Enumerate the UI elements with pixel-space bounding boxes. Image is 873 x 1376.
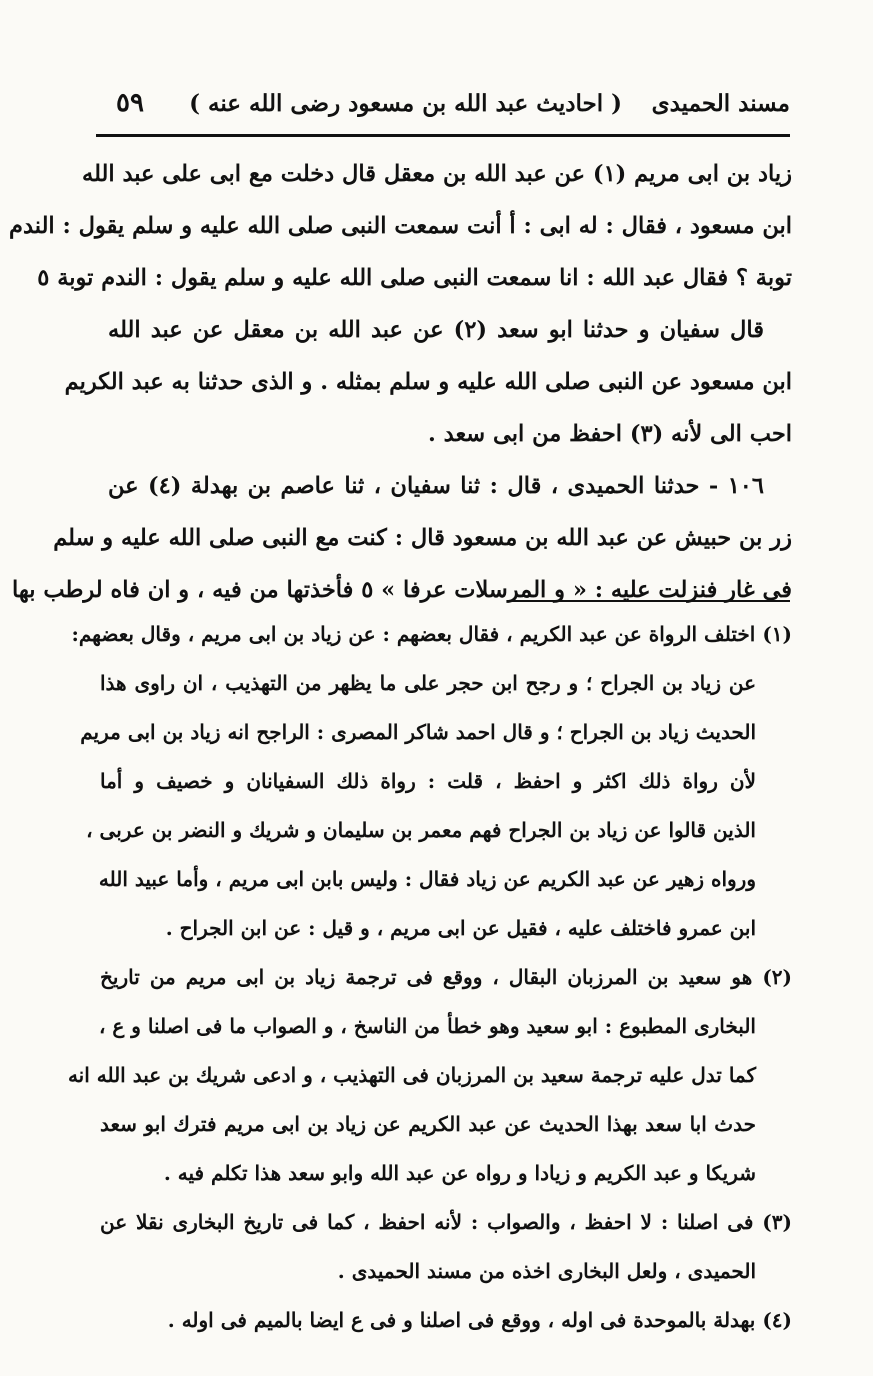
chapter-title: ( احاديث عبد الله بن مسعود رضى الله عنه ) xyxy=(189,90,622,117)
running-header xyxy=(96,86,790,130)
main-text xyxy=(9,148,792,616)
header-rule xyxy=(96,134,790,137)
footnote-2-line: حدث ابا سعد بهذا الحديث عن عبد الكريم عن زياد بن ابى مريم فترك ابو سعد xyxy=(100,1112,757,1136)
footnote-1-line: الذين قالوا عن زياد بن الجراح فهم معمر بن سليمان و شريك و النضر بن عربى ، xyxy=(86,818,756,842)
footnote-1-line: (١) اختلف الرواة عن عبد الكريم ، فقال بعضهم : عن زياد بن ابى مريم ، وقال بعضهم: xyxy=(71,622,792,646)
book-title: مسند الحميدى xyxy=(651,90,790,117)
hadith-heading-line: ١٠٦ - حدثنا الحميدى ، قال : ثنا سفيان ، ثنا عاصم بن بهدلة (٤) عن xyxy=(108,473,764,499)
footnote-2-line: شريكا و عبد الكريم و زيادا و رواه عن عبد الله وابو سعد هذا تكلم فيه . xyxy=(163,1161,756,1185)
text-line: احب الى لأنه (٣) احفظ من ابى سعد . xyxy=(427,421,792,447)
text-line: قال سفيان و حدثنا ابو سعد (٢) عن عبد الله بن معقل عن عبد الله xyxy=(108,317,764,343)
footnote-4-line: (٤) بهدلة بالموحدة فى اوله ، ووقع فى اصلنا و فى ع ايضا بالميم فى اوله . xyxy=(167,1308,792,1332)
footnote-marker: (٣) xyxy=(762,1210,792,1234)
footnote-1-line: ابن عمرو فاختلف عليه ، فقيل عن ابى مريم ، و قيل : عن ابن الجراح . xyxy=(165,916,756,940)
footnotes xyxy=(67,610,792,1345)
page-number: ٥٩ xyxy=(116,88,144,118)
footnote-marker: (٤) xyxy=(762,1308,792,1332)
text-line: ابن مسعود عن النبى صلى الله عليه و سلم بمثله . و الذى حدثنا به عبد الكريم xyxy=(64,369,792,395)
footnote-1-line: الحديث زياد بن الجراح ؛ و قال احمد شاكر المصرى : الراجح انه زياد بن ابى مريم xyxy=(80,720,756,744)
footnote-2-line: (٢) هو سعيد بن المرزبان البقال ، ووقع فى ترجمة زياد بن ابى مريم من تاريخ xyxy=(100,965,792,989)
footnote-1-line: عن زياد بن الجراح ؛ و رجح ابن حجر على ما يظهر من التهذيب ، ان راوى هذا xyxy=(100,671,756,695)
footnote-1-line: لأن رواة ذلك اكثر و احفظ ، قلت : رواة ذلك السفيانان و خصيف و أما xyxy=(100,769,756,793)
footnote-marker: (١) xyxy=(762,622,792,646)
footnote-2-line: كما تدل عليه ترجمة سعيد بن المرزبان فى التهذيب ، و ادعى شريك بن عبد الله انه xyxy=(67,1063,756,1087)
footnote-3-line: (٣) فى اصلنا : لا احفظ ، والصواب : لأنه احفظ ، كما فى تاريخ البخارى نقلا عن xyxy=(100,1210,792,1234)
text-line: فى غار فنزلت عليه : « و المرسلات عرفا » ٥ فأخذتها من فيه ، و ان فاه لرطب بها xyxy=(12,577,792,603)
footnote-marker: (٢) xyxy=(762,965,792,989)
text-line: زر بن حبيش عن عبد الله بن مسعود قال : كنت مع النبى صلى الله عليه و سلم xyxy=(53,525,792,551)
footnote-1-line: ورواه زهير عن عبد الكريم عن زياد فقال : وليس بابن ابى مريم ، وأما عبيد الله xyxy=(98,867,756,891)
text-line: توبة ؟ فقال عبد الله : انا سمعت النبى صلى الله عليه و سلم يقول : الندم توبة ٥ xyxy=(37,265,792,291)
footnote-3-line: الحميدى ، ولعل البخارى اخذه من مسند الحميدى . xyxy=(337,1259,756,1283)
text-line: ابن مسعود ، فقال : له ابى : أ أنت سمعت النبى صلى الله عليه و سلم يقول : الندم xyxy=(9,213,792,239)
footnote-separator xyxy=(510,600,790,602)
footnote-2-line: البخارى المطبوع : ابو سعيد وهو خطأ من الناسخ ، و الصواب ما فى اصلنا و ع ، xyxy=(98,1014,756,1038)
text-line: زياد بن ابى مريم (١) عن عبد الله بن معقل قال دخلت مع ابى على عبد الله xyxy=(82,161,792,187)
